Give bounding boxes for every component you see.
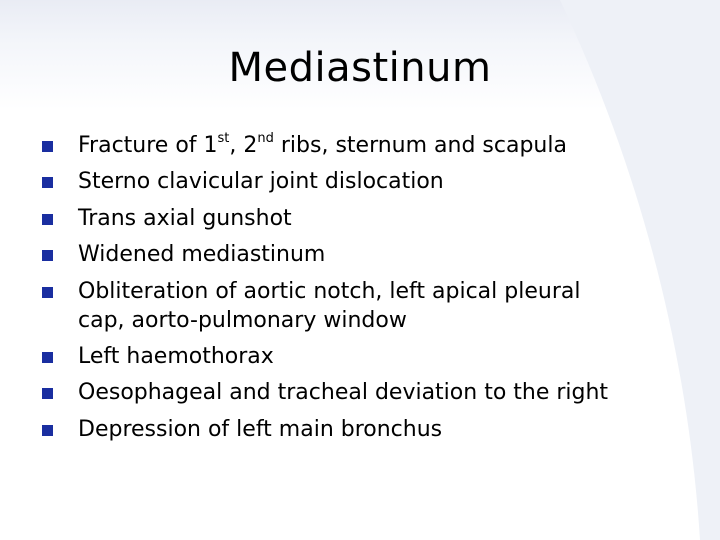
square-bullet-icon [42, 214, 53, 225]
square-bullet-icon [42, 177, 53, 188]
bullet-text: Left haemothorax [78, 343, 274, 369]
bullet-item [42, 277, 702, 335]
bullet-item [42, 131, 702, 160]
bullet-item [42, 342, 702, 371]
slide-title: Mediastinum [228, 45, 492, 91]
square-bullet-icon [42, 250, 53, 261]
square-bullet-icon [42, 287, 53, 298]
bullet-item [42, 415, 702, 444]
square-bullet-icon [42, 388, 53, 399]
bullet-text: Trans axial gunshot [78, 205, 292, 231]
bullet-text-line: Obliteration of aortic notch, left apical pleural [78, 278, 581, 304]
bullet-superscript: nd [257, 130, 274, 146]
bullet-text-segment: Fracture of 1 [78, 133, 218, 158]
square-bullet-icon [42, 352, 53, 363]
bullet-superscript: st [217, 130, 230, 146]
bullet-text: Widened mediastinum [78, 242, 326, 268]
bullet-item [42, 167, 702, 196]
bullet-text: Sterno clavicular joint dislocation [78, 169, 444, 195]
bullet-text-line: cap, aorto-pulmonary window [78, 307, 407, 333]
bullet-text: Oesophageal and tracheal deviation to the right [78, 380, 609, 406]
bullet-item [42, 204, 702, 233]
bullet-text-segment: , 2 [229, 133, 258, 158]
square-bullet-icon [42, 141, 53, 152]
square-bullet-icon [42, 425, 53, 436]
bullet-list [42, 131, 702, 451]
bullet-text-segment: ribs, sternum and scapula [273, 133, 567, 158]
bullet-item [42, 378, 702, 407]
bullet-text: Depression of left main bronchus [78, 416, 443, 442]
bullet-item [42, 240, 702, 269]
